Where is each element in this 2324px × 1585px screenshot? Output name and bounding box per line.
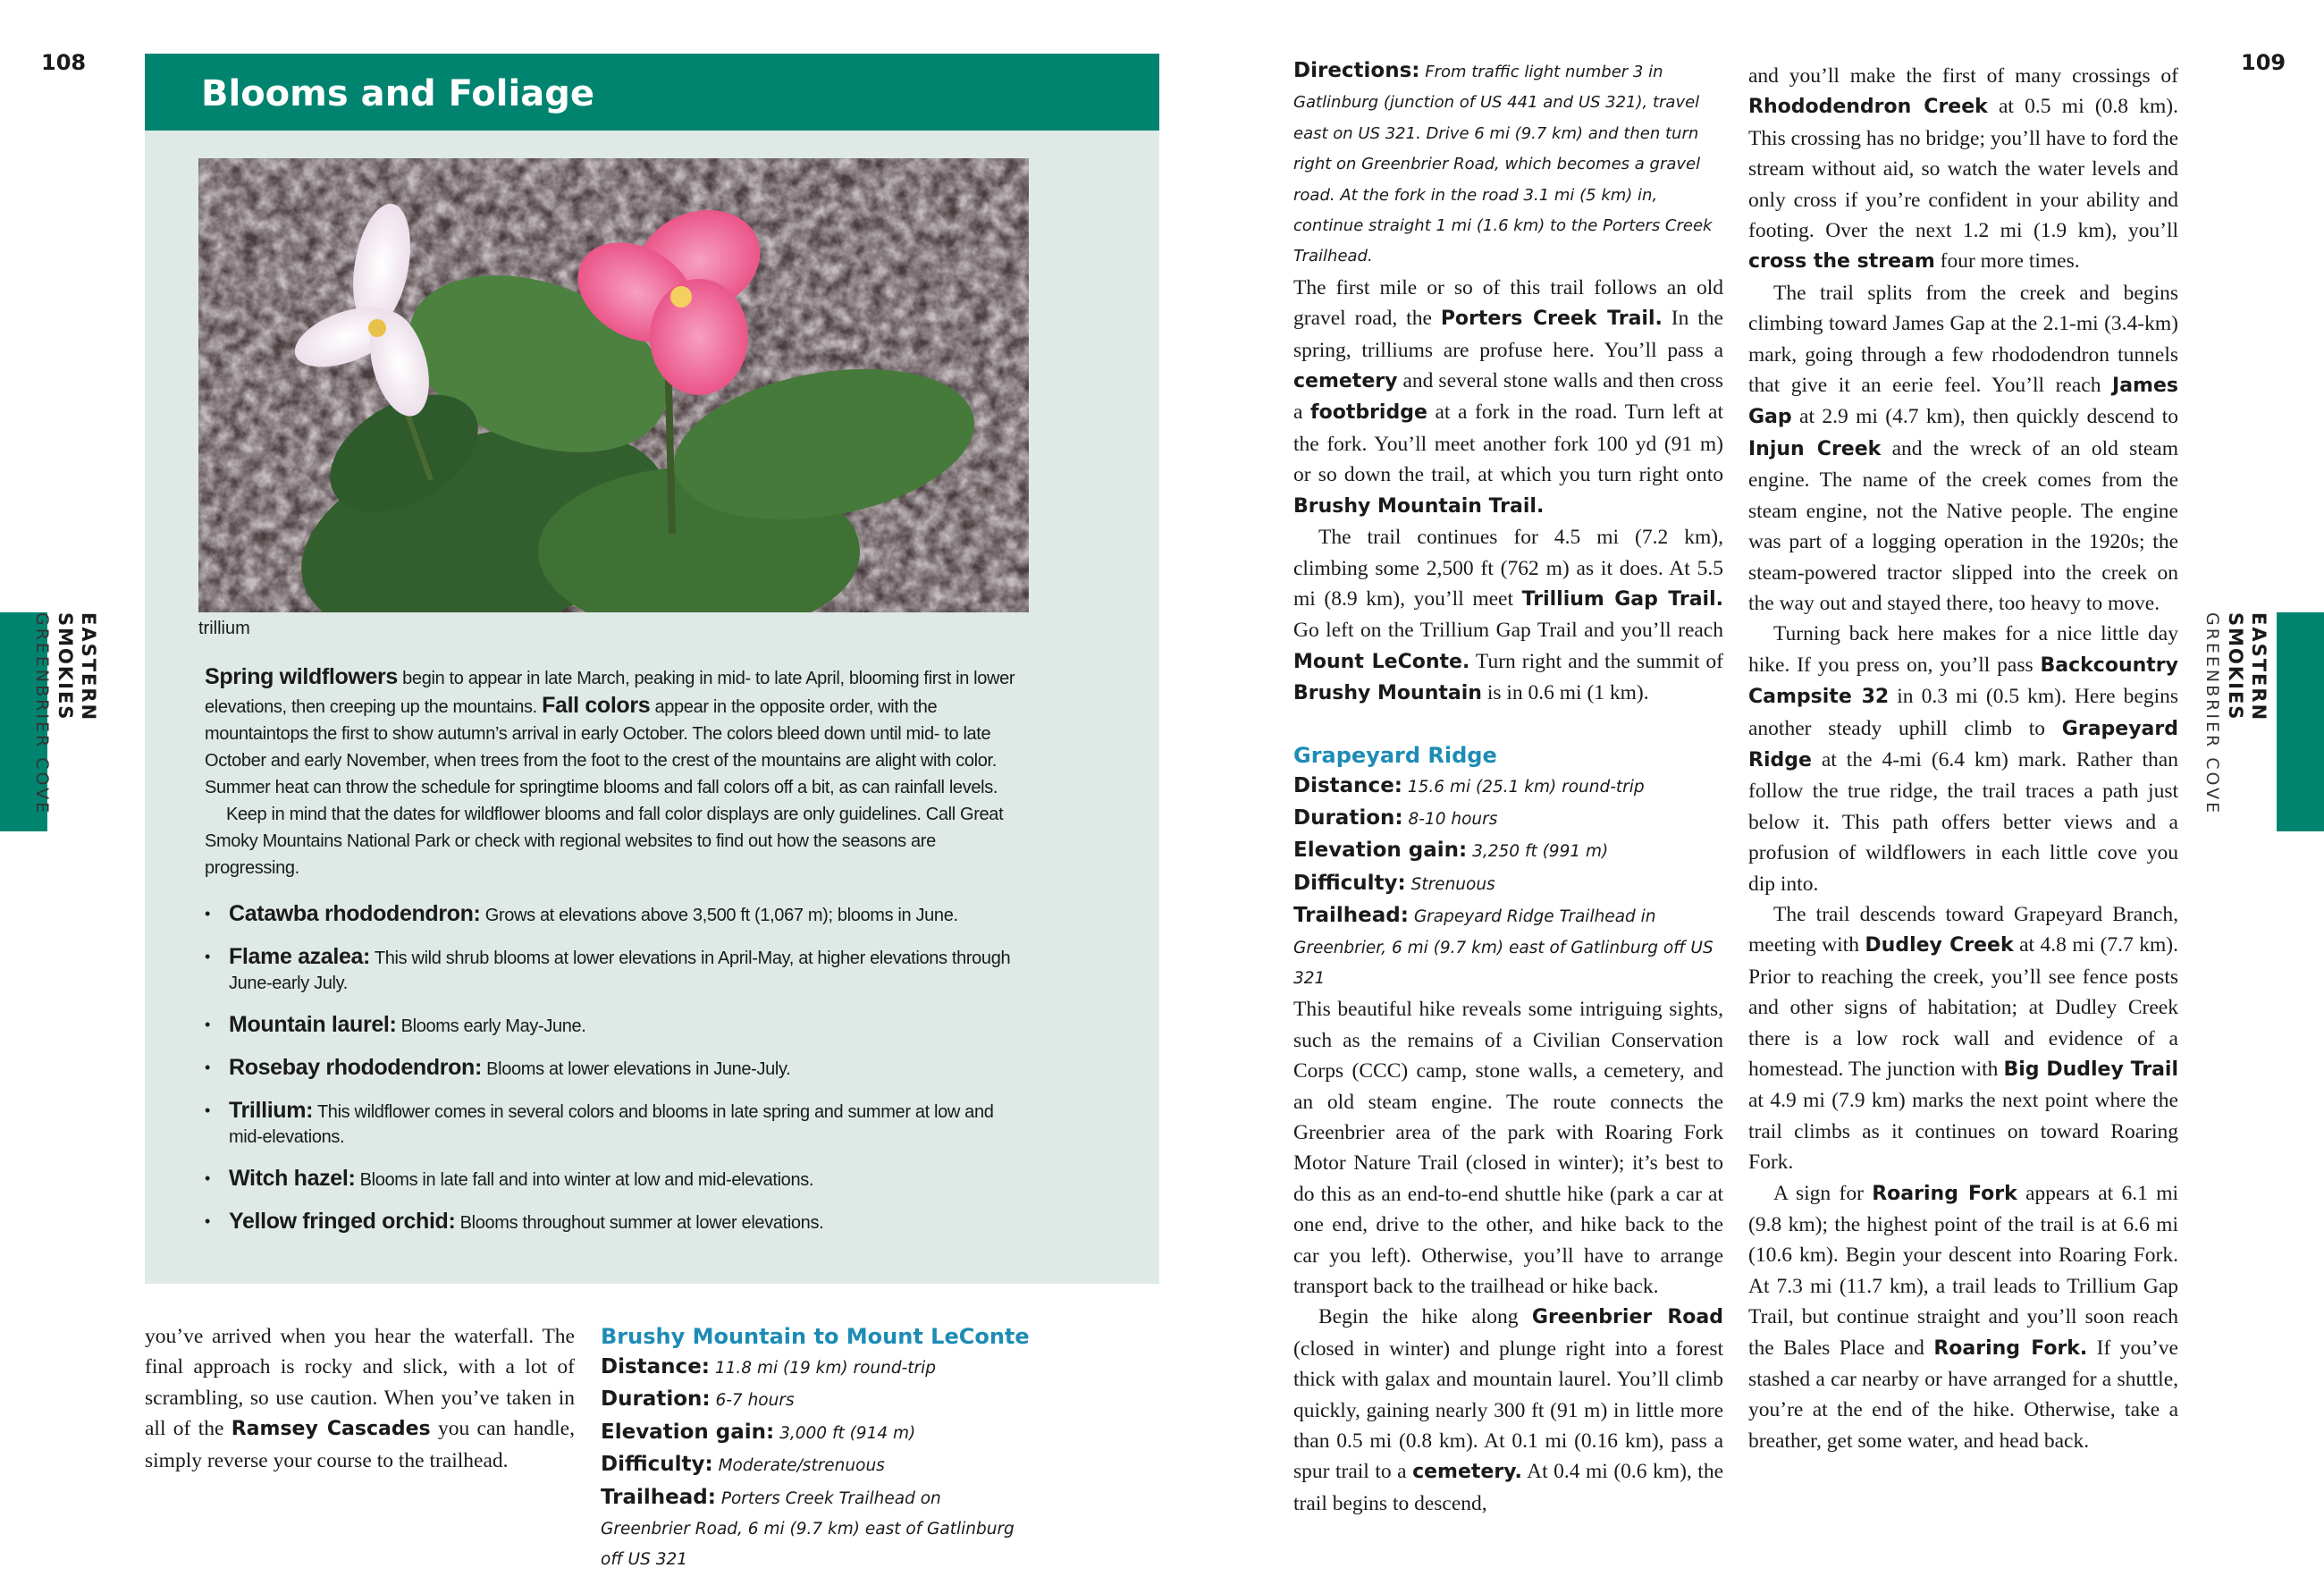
bold-term: Brushy Mountain Trail. (1293, 494, 1545, 518)
trail-stat (1293, 771, 1723, 803)
bold-term: Trillium Gap Trail. (1521, 587, 1723, 611)
side-tab-right (2277, 612, 2324, 831)
paragraph (1748, 278, 2178, 619)
paragraph (205, 663, 1029, 801)
directions-text: From traffic light number 3 in Gatlinburg (junction of US 441 and US 321), travel east on US 321. Drive 6 mi (9.7 km) and then turn right on Greenbrier Road, which becomes a gravel road. At the fork in the road 3.1 mi (5 km) in, continue straight 1 mi (1.6 km) to the Porters Creek Trailhead. (1293, 63, 1713, 266)
stat-value: Strenuous (1405, 874, 1495, 894)
text-run: This beautiful hike reveals some intriguing sights, such as the remains of a Civilian Conservation Corps (CCC) camp, stone walls, a cemetery, and an old steam engine. The route connects the Greenbrier area of the park with Roaring Fork Motor Nature Trail (closed in winter); it’s best to do this as an end-to-end shuttle hike (park a car at one end, drive to the other, and hike back to the car you left). Otherwise, you’ll have to arrange transport back to the trailhead or hike back. (1293, 998, 1723, 1299)
trail-stat (601, 1352, 1030, 1384)
trail-stat (1293, 868, 1723, 900)
stat-label: Duration: (1293, 805, 1403, 830)
bloom-list-item (205, 1098, 1029, 1150)
text-run: In the spring, trilliums are profuse here. You’ll pass a (1293, 307, 1723, 362)
text-run: (closed in winter) and plunge right into a forest thick with galax and mountain laurel. You’ll climb quickly, gaining nearly 300 ft (91 m) in little more than 0.5 mi (0.8 km). At 0.1 mi (0.16 km), pass a spur trail to a (1293, 1336, 1723, 1484)
bloom-term: Mountain laurel: (229, 1012, 397, 1037)
bold-term: Brushy Mountain (1293, 682, 1482, 705)
stat-value: 3,250 ft (991 m) (1467, 842, 1609, 862)
stat-value: 6-7 hours (710, 1391, 795, 1411)
right-column-1 (1293, 55, 1723, 1519)
bloom-list-item (205, 901, 1029, 928)
bold-term: cemetery. (1412, 1461, 1522, 1484)
stat-value: 15.6 mi (25.1 km) round-trip (1402, 777, 1645, 797)
text-run: Keep in mind that the dates for wildflower blooms and fall color displays are only guidelines. Call Great Smoky Mountains National Park or check with regional websites to find out how the seasons are progressing. (205, 805, 1004, 878)
bloom-list-item (205, 1012, 1029, 1039)
stat-label: Trailhead: (601, 1485, 716, 1509)
bloom-list-item (205, 1055, 1029, 1082)
stat-value: 3,000 ft (914 m) (774, 1423, 916, 1443)
bloom-desc: This wildflower comes in several colors and blooms in late spring and summer at low and mid-elevations. (229, 1102, 994, 1147)
text-run: appears at 6.1 mi (9.8 km); the highest point of the trail is at 6.6 mi (10.6 km). Begin your descent into Roaring Fork. At 7.3 mi (11.7 km), a trail leads to Trillium Gap Trail, but continue straight and you’ll soon reach the Bales Place and (1748, 1181, 2178, 1360)
text-run: A sign for (1773, 1181, 1873, 1205)
trail-stat (1293, 803, 1723, 835)
bloom-term: Trillium: (229, 1098, 314, 1123)
trail-stat (601, 1449, 1030, 1481)
text-run: The trail splits from the creek and begins climbing toward James Gap at the 2.1-mi (3.4-km) mark, going through a few rhododendron tunnels that give it an eerie feel. You’ll reach (1748, 281, 2178, 398)
trail-stat (601, 1417, 1030, 1449)
trail-title: Brushy Mountain to Mount LeConte (601, 1324, 1030, 1349)
sidebar-title: Blooms and Foliage (145, 54, 1159, 131)
page-number-left: 108 (41, 50, 87, 75)
section-label-left (32, 612, 100, 831)
text-run: at a fork in the road. Turn left at the fork. You’ll meet another fork 100 yd (91 m) or so down the trail, at which you turn right onto (1293, 400, 1723, 487)
text-run: Turn right and the summit of (1469, 649, 1723, 673)
bloom-term: Catawba rhododendron: (229, 901, 481, 926)
text-run: Turning back here makes for a nice little day hike. If you press on, you’ll pass (1748, 622, 2178, 677)
bloom-desc: Blooms early May-June. (396, 1016, 586, 1036)
bloom-desc: Blooms in late fall and into winter at low and mid-elevations. (355, 1170, 814, 1190)
trail-title: Grapeyard Ridge (1293, 742, 1497, 768)
stat-label: Distance: (1293, 773, 1402, 797)
text-run: is in 0.6 mi (1 km). (1481, 681, 1649, 705)
bloom-desc: Blooms throughout summer at lower elevations. (455, 1213, 824, 1233)
text-run: The trail descends toward Grapeyard Branch, meeting with (1748, 902, 2178, 957)
paragraph (145, 1321, 575, 1476)
trail-stat (601, 1482, 1030, 1576)
text-run: and the wreck of an old steam engine. The name of the creek comes from the steam engine, not the Native people. The engine was part of a logging operation in the 1920s; the steam-powered tractor slipped into the creek on the way out and stayed there, too heavy to move. (1748, 436, 2178, 615)
photo-caption: trillium (198, 619, 250, 638)
bold-term: Big Dudley Trail (2003, 1058, 2179, 1081)
text-run: at 4.8 mi (7.7 km). Prior to reaching the creek, you’ll see fence posts and other signs of habitation; at Dudley Creek there is a low rock wall and evidence of a homestead. The junction with (1748, 933, 2178, 1081)
trail-stat (1293, 900, 1723, 994)
text-run: you’ve arrived when you hear the waterfall. The final approach is rocky and slick, with a lot of scrambling, so use caution. When you’ve taken in all of the (145, 1325, 575, 1441)
page-number-right: 109 (2241, 50, 2286, 75)
paragraph (1293, 1302, 1723, 1519)
text-run: If you’ve stashed a car nearby or have arranged for a shuttle, you’re at the end of the hike. Otherwise, take a breather, get some water, and head back. (1748, 1336, 2178, 1453)
paragraph (1293, 273, 1723, 522)
bloom-desc: This wild shrub blooms at lower elevations in April-May, at higher elevations through June-early July. (229, 948, 1011, 993)
section-name: EASTERN SMOKIES (2225, 612, 2269, 722)
text-run: Begin the hike along (1318, 1305, 1532, 1329)
paragraph (1748, 619, 2178, 899)
text-run: and several stone walls and then cross a (1293, 369, 1723, 425)
bold-term: Grapeyard Ridge (1748, 717, 2178, 771)
bold-term: Spring wildflowers (205, 664, 398, 689)
text-run: begin to appear in late March, peaking in mid- to late April, blooming first in lower elevations, then creeping up the mountains. (205, 669, 1015, 717)
text-run: The first mile or so of this trail follows an old gravel road, the (1293, 275, 1723, 331)
bold-term: Roaring Fork. (1933, 1336, 2088, 1360)
text-run: at 4.9 mi (7.9 km) marks the next point where the trail climbs as it continues on toward Roaring Fork. (1748, 1089, 2178, 1175)
text-run: in 0.3 mi (0.5 km). Here begins another steady uphill climb to (1748, 685, 2179, 740)
bold-term: Rhododendron Creek (1748, 96, 1988, 119)
paragraph (1293, 994, 1723, 1302)
bold-term: Roaring Fork (1872, 1182, 2017, 1205)
stat-value: Moderate/strenuous (712, 1456, 885, 1476)
subsection-name: GREENBRIER COVE (2202, 612, 2222, 816)
bold-term: footbridge (1310, 401, 1427, 425)
bloom-term: Witch hazel: (229, 1166, 356, 1191)
bold-term: Ramsey Cascades (231, 1418, 431, 1441)
stat-label: Trailhead: (1293, 904, 1409, 928)
stat-value: 11.8 mi (19 km) round-trip (710, 1359, 937, 1378)
bloom-term: Yellow fringed orchid: (229, 1209, 456, 1234)
text-run: and you’ll make the first of many crossings of (1748, 64, 2178, 88)
stat-value: Grapeyard Ridge Trailhead in Greenbrier, 6 mi (9.7 km) east of Gatlinburg off US 321 (1293, 907, 1714, 988)
bold-term: James Gap (1748, 375, 2178, 429)
text-run: appear in the opposite order, with the mountaintops the first to show autumn’s arrival in early October. The colors bleed down until mid- to late October and early November, when trees from the foot to the crest of the mountains are alight with color. Summer heat can throw the schedule for springtime blooms and fall colors off a bit, as can rainfall levels. (205, 697, 998, 797)
paragraph (1293, 522, 1723, 709)
bold-term: Mount LeConte. (1293, 650, 1470, 673)
trail-stat (1293, 835, 1723, 867)
paragraph (205, 801, 1029, 881)
text-run: four more times. (1934, 249, 2080, 274)
stat-value: Porters Creek Trailhead on Greenbrier Road, 6 mi (9.7 km) east of Gatlinburg off US 321 (601, 1488, 1015, 1570)
text-run: at 2.9 mi (4.7 km), then quickly descend to (1791, 405, 2178, 429)
text-run: Go left on the Trillium Gap Trail and you’ll reach (1293, 619, 1723, 643)
text-run: The trail continues for 4.5 mi (7.2 km), climbing some 2,500 ft (762 m) as it does. At 5.5 mi (8.9 km), you’ll meet (1293, 526, 1723, 611)
bloom-term: Rosebay rhododendron: (229, 1055, 482, 1080)
trillium-photo (198, 158, 1029, 612)
subsection-name: GREENBRIER COVE (32, 612, 52, 816)
stat-label: Elevation gain: (601, 1420, 775, 1444)
text-run: at the 4-mi (6.4 km) mark. Rather than follow the true ridge, the trail traces a path just below it. This path offers better views and a profusion of wildflowers in each little cove you dip into. (1748, 747, 2178, 896)
text-run: at 0.5 mi (0.8 km). This crossing has no bridge; you’ll have to ford the stream without aid, so watch the water levels and only cross if you’re confident in your ability and footing. Over the next 1.2 mi (1.9 km), you’ll (1748, 95, 2179, 243)
stat-label: Difficulty: (1293, 871, 1406, 895)
bold-term: Injun Creek (1748, 437, 1882, 460)
stat-label: Difficulty: (601, 1453, 713, 1477)
bold-term: cemetery (1293, 370, 1398, 393)
bold-term: Fall colors (542, 693, 651, 718)
bold-term: Porters Creek Trail. (1440, 308, 1663, 331)
bloom-list (205, 901, 1029, 1235)
continued-text (145, 1321, 575, 1476)
bloom-list-item (205, 944, 1029, 996)
section-label-right (2202, 612, 2270, 831)
paragraph (1748, 1178, 2178, 1457)
text-run: you can handle, simply reverse your course to the trailhead. (145, 1417, 575, 1472)
stat-value: 8-10 hours (1402, 809, 1498, 829)
trail-brushy-mountain (601, 1321, 1030, 1576)
paragraph (1748, 899, 2178, 1178)
bloom-desc: Grows at elevations above 3,500 ft (1,067 m); blooms in June. (480, 906, 958, 925)
directions-label: Directions: (1293, 59, 1420, 82)
text-run: At 0.4 mi (0.6 km), the trail begins to descend, (1293, 1460, 1723, 1515)
bold-term: Dudley Creek (1865, 934, 2014, 957)
bloom-list-item (205, 1209, 1029, 1235)
directions (1293, 55, 1723, 273)
bloom-term: Flame azalea: (229, 944, 371, 969)
bold-term: Greenbrier Road (1531, 1306, 1723, 1329)
bold-term: Backcountry Campsite 32 (1748, 653, 2178, 709)
trail-stat (601, 1384, 1030, 1416)
stat-label: Duration: (601, 1387, 711, 1412)
paragraph (1748, 61, 2178, 278)
bold-term: cross the stream (1748, 250, 1935, 274)
right-column-2 (1748, 61, 2178, 1456)
section-name: EASTERN SMOKIES (55, 612, 99, 722)
bloom-desc: Blooms at lower elevations in June-July. (481, 1059, 791, 1079)
stat-label: Elevation gain: (1293, 839, 1468, 863)
stat-label: Distance: (601, 1355, 710, 1378)
sidebar-body (205, 663, 1029, 1252)
bloom-list-item (205, 1166, 1029, 1193)
